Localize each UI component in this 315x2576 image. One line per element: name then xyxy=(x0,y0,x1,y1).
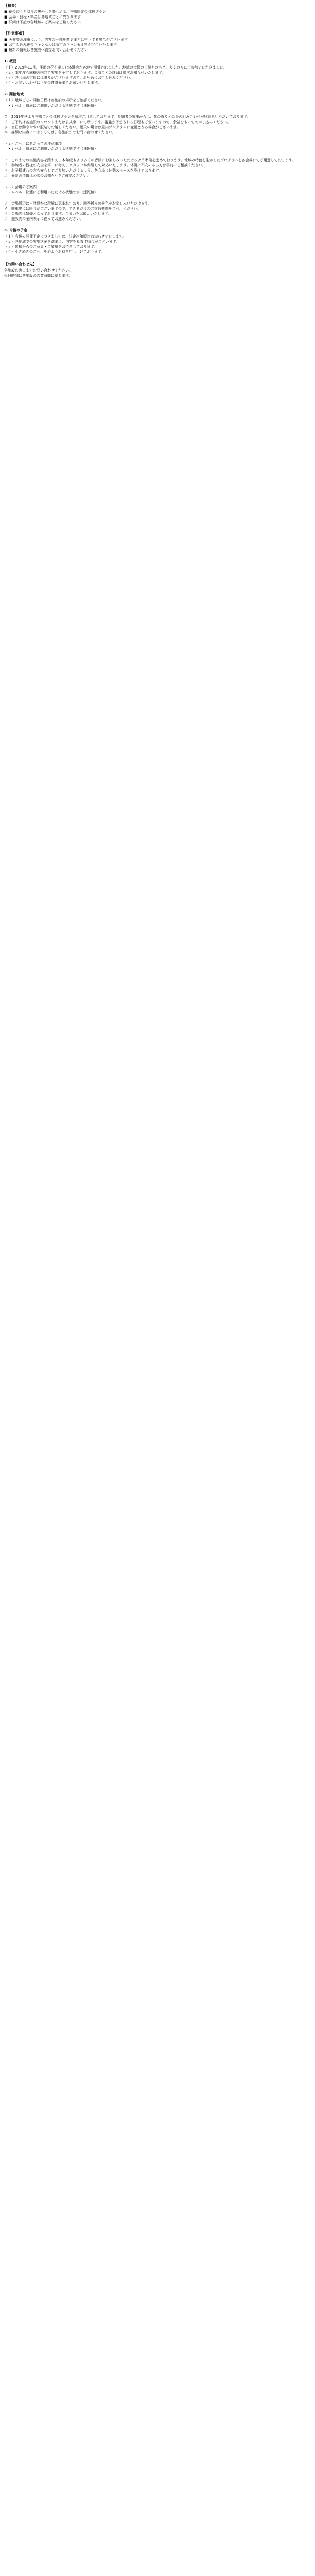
section-heading: 2. 開催地域 xyxy=(4,92,24,96)
section-line: （３）各会場の定員には限りがございますので、お早めにお申し込みください。 xyxy=(4,76,134,80)
section-line: ・レベル：快適にご利用いただける状態です（速報値） xyxy=(4,104,98,108)
summary-line: ■ 会場・日程・料金は各地域ごとに異なります xyxy=(4,15,81,19)
section-heading: 1. 概要 xyxy=(4,59,16,63)
section-line: イ 参加者の皆様の安全を第一に考え、スタッフが常駐して対応いたします。体調に不安のある方は事前にご相談ください。 xyxy=(4,163,206,167)
notice-line: ■ 天候等の理由により、内容の一部を変更または中止する場合がございます xyxy=(4,38,128,42)
section-line: （１）今後の開催予定につきましては、決定次第順次お知らせいたします。 xyxy=(4,234,127,239)
section-line: （２）本年度も同様の内容で実施を予定しております。会場ごとの詳細は順次お知らせいたします。 xyxy=(4,71,166,75)
section-heading: 3. 今後の予定 xyxy=(4,228,27,232)
section-line: ウ お子様連れの方も安心してご参加いただけるよう、各会場に休憩スペースを設けております。 xyxy=(4,168,163,173)
notice-line: ■ お申し込み後のキャンセルは所定のキャンセル料が発生いたします xyxy=(4,43,117,47)
section-line: エ 施設内の案内表示に従ってお進みください。 xyxy=(4,217,83,221)
section-line: イ ご予約は各施設のフロントまたは公式窓口にて承ります。混雑が予想される日程もございますので、余裕をもってお申し込みください。 xyxy=(4,120,231,124)
section-line: イ 駐車場には限りがございますので、できるだけ公共交通機関をご利用ください。 xyxy=(4,207,141,211)
section-line: ・レベル：快適にご利用いただける状態です（速報値） xyxy=(4,190,98,194)
section-line: ウ 会場内は禁煙となっております。ご協力をお願いいたします。 xyxy=(4,212,112,216)
section-line: （４）お問い合わせは下記の連絡先までお願いいたします。 xyxy=(4,81,101,85)
section-line: （２）ご利用にあたっての注意事項 xyxy=(4,142,62,146)
summary-line: ■ 花の香りと温泉の癒やしを楽しめる、季節限定の体験プラン xyxy=(4,10,106,14)
contact-heading: 【お問い合わせ先】 xyxy=(4,262,37,266)
contact-block xyxy=(4,262,311,278)
section-line: （３）皆様からのご意見・ご要望をお待ちしております。 xyxy=(4,245,98,249)
section-2-notes xyxy=(4,141,311,151)
section-line: （１）地域ごとの開催日程は各施設の掲示をご確認ください。 xyxy=(4,98,105,103)
contact-line: 各施設の窓口までお問い合わせください。 xyxy=(4,268,73,273)
section-line: （３）会場のご案内 xyxy=(4,185,37,189)
section-2-detail xyxy=(4,114,311,135)
section-line: （４）引き続きのご利用を心よりお待ち申し上げております。 xyxy=(4,250,105,254)
notice-line: ■ 最新の情報は各施設へ直接お問い合わせください xyxy=(4,48,88,52)
section-line: （１）2019年11月、季節の花を楽しむ体験会が各地で開催されました。地域の皆様のご協力のもと、多くの方にご参加いただきました。 xyxy=(4,65,227,70)
summary-heading: 【概要】 xyxy=(4,4,19,8)
section-line: ア 2019年秋より季節ごとの体験プランを順次ご用意しております。参加者の皆様からは、花の香りと温泉の組み合わせが好評をいただいております。 xyxy=(4,115,251,119)
section-line: ア 会場周辺は自然豊かな環境に恵まれており、四季折々の景色をお楽しみいただけます。 xyxy=(4,201,152,206)
notice-heading: 【注意事項】 xyxy=(4,31,26,36)
section-line: エ 最新の情報は公式のお知らせをご確認ください。 xyxy=(4,174,91,178)
section-line: ア これまでの実施内容を踏まえ、本年度もより多くの皆様にお楽しみいただけるよう準備を進めております。地域の特色を生かしたプログラムを各会場にてご用意しております。 xyxy=(4,158,296,162)
section-2-notes-detail xyxy=(4,158,311,178)
document-page xyxy=(0,0,315,287)
section-line: （２）各地域での実施状況を踏まえ、内容を見直す場合がございます。 xyxy=(4,240,119,244)
section-2-venue-detail xyxy=(4,201,311,222)
section-1 xyxy=(4,59,311,86)
section-2-venue xyxy=(4,184,311,195)
section-3 xyxy=(4,228,311,255)
section-line: エ 詳細な内容につきましては、各施設までお問い合わせください。 xyxy=(4,130,116,134)
section-2 xyxy=(4,92,311,108)
section-line: ・レベル：快適にご利用いただける状態です（速報値） xyxy=(4,147,98,151)
summary-line: ■ 詳細は下記の各地域のご案内をご覧ください xyxy=(4,20,81,24)
contact-line: 受付時間は各施設の営業時間に準じます。 xyxy=(4,274,73,278)
section-line: ウ 当日は動きやすい服装でお越しください。雨天の場合は屋内プログラムに変更となる場合がございます。 xyxy=(4,125,181,129)
summary-block xyxy=(4,3,311,25)
notice-block xyxy=(4,31,311,53)
